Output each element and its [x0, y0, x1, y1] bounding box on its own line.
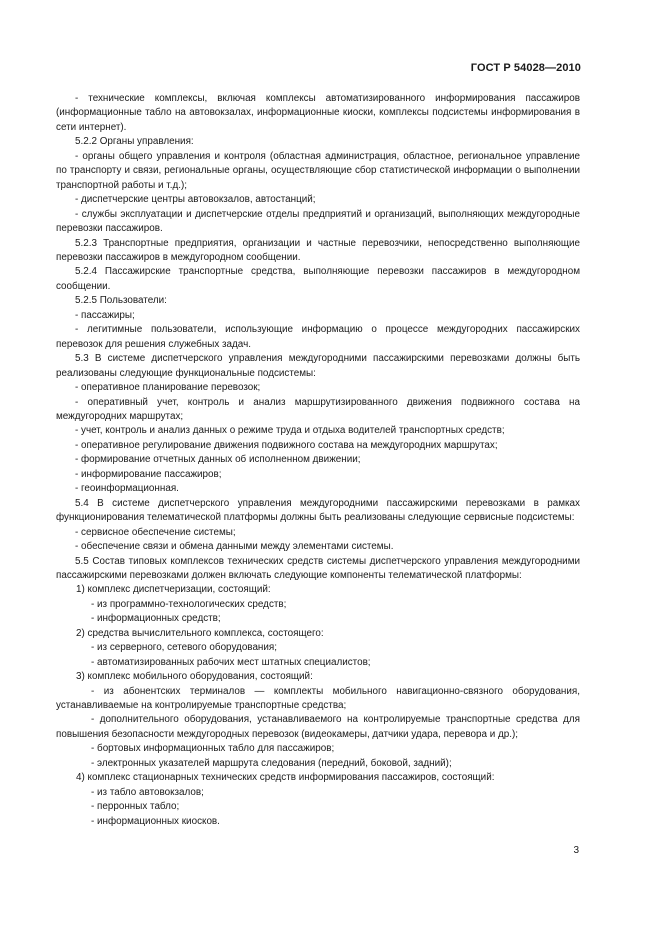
paragraph: - службы эксплуатации и диспетчерские отделы предприятий и организаций, выполняющих междугородные перевозки пассажиров. [56, 208, 580, 235]
paragraph: - дополнительного оборудования, устанавливаемого на контролируемые транспортные средства для повышения безопасности междугородных перевозок (видеокамеры, датчики удара, перевора и др.); [56, 714, 580, 740]
paragraph: - органы общего управления и контроля (областная администрация, областное, региональное управление по транспорту и связи, региональные органы, осуществляющие сбор статистической информации о выполнении транспортной работы и т.д.); [56, 150, 580, 191]
paragraph: 2) средства вычислительного комплекса, состоящего: [76, 627, 324, 639]
paragraph: - оперативный учет, контроль и анализ маршрутизированного движения подвижного состава на междугородних маршрутах; [56, 396, 580, 422]
paragraph: 5.2.3 Транспортные предприятия, организации и частные перевозчики, непосредственно выполняющие перевозки пассажиров в междугородном сообщении. [56, 237, 580, 263]
paragraph: - из табло автовокзалов; [91, 786, 204, 798]
paragraph: - оперативное планирование перевозок; [75, 382, 261, 394]
paragraph: - информационных средств; [91, 613, 221, 625]
paragraph: 1) комплекс диспетчеризации, состоящий: [76, 584, 271, 596]
paragraph: - автоматизированных рабочих мест штатных специалистов; [91, 656, 371, 668]
paragraph: 5.2.2 Органы управления: [75, 136, 194, 148]
paragraph: - обеспечение связи и обмена данными между элементами системы. [75, 541, 394, 553]
paragraph: - электронных указателей маршрута следования (передний, боковой, задний); [91, 757, 452, 769]
paragraph: - формирование отчетных данных об исполненном движении; [75, 454, 361, 466]
page-number: 3 [573, 845, 579, 856]
paragraph: - из абонентских терминалов — комплекты мобильного навигационно-связного оборудования, устанавливаемые на контролируемые транспортные средства; [56, 685, 580, 712]
paragraph: - легитимные пользователи, использующие информацию о процессе междугородних пассажирских перевозок для решения служебных задач. [56, 324, 580, 350]
paragraph: - пассажиры; [75, 309, 135, 321]
paragraph: - бортовых информационных табло для пассажиров; [91, 743, 335, 755]
document-body [56, 92, 580, 829]
paragraph: - технические комплексы, включая комплексы автоматизированного информирования пассажиров (информационные табло на автовокзалах, информационные киоски, комплексы подсистемы информирования в сети интернет). [56, 93, 580, 133]
paragraph: 5.4 В системе диспетчерского управления междугородними пассажирскими перевозками в рамках функционирования телематической платформы должны быть реализованы следующие сервисные подсистемы: [56, 497, 580, 524]
paragraph: - из серверного, сетевого оборудования; [91, 642, 277, 654]
paragraph: - учет, контроль и анализ данных о режиме труда и отдыха водителей транспортных средств; [75, 425, 505, 437]
paragraph: - геоинформационная. [75, 483, 179, 495]
standard-header: ГОСТ Р 54028—2010 [470, 62, 581, 74]
paragraph: 5.2.4 Пассажирские транспортные средства, выполняющие перевозки пассажиров в междугородном сообщении. [56, 266, 580, 292]
paragraph: 4) комплекс стационарных технических средств информирования пассажиров, состоящий: [76, 772, 495, 784]
paragraph: - оперативное регулирование движения подвижного состава на междугородних маршрутах; [75, 439, 498, 451]
paragraph: - информирование пассажиров; [75, 468, 222, 480]
paragraph: - перронных табло; [91, 801, 180, 813]
paragraph: 5.2.5 Пользователи: [75, 295, 167, 307]
paragraph: - из программно-технологических средств; [91, 598, 287, 610]
paragraph: 3) комплекс мобильного оборудования, состоящий: [76, 671, 313, 683]
paragraph: - информационных киосков. [91, 815, 220, 827]
paragraph: - диспетчерские центры автовокзалов, автостанций; [75, 194, 316, 206]
paragraph: 5.5 Состав типовых комплексов технических средств системы диспетчерского управления междугородними пассажирскими перевозками должен включать следующие компоненты телематической платформы: [56, 555, 580, 581]
paragraph: 5.3 В системе диспетчерского управления междугородними пассажирскими перевозками должны быть реализованы следующие функциональные подсистемы: [56, 353, 580, 379]
paragraph: - сервисное обеспечение системы; [75, 526, 236, 538]
